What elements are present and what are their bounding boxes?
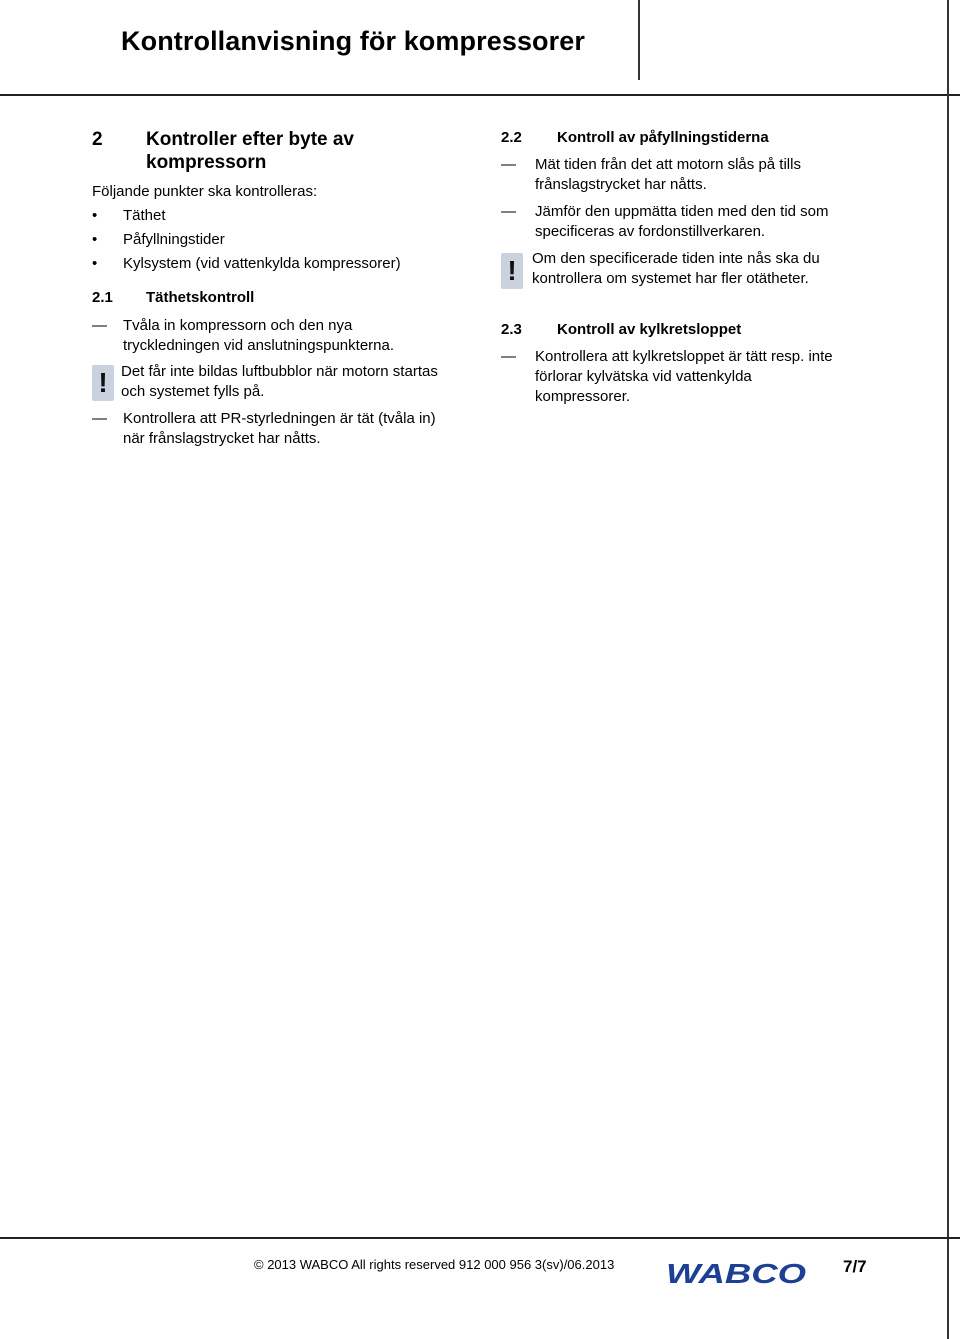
footer-divider [0,1237,960,1239]
intro-text: Följande punkter ska kontrolleras: [92,183,318,200]
page-number: 7/7 [843,1257,867,1276]
bullet-marker: • [92,255,98,272]
dash-marker: — [92,410,107,427]
warning-text-line: Det får inte bildas luftbubblor när motorn startas [121,363,438,380]
bullet-marker: • [92,207,98,224]
warning-text-line: kontrollera om systemet har fler otätheter. [532,270,809,287]
step-text-line: frånslagstrycket har nåtts. [535,176,707,193]
section-title: Kontroll av kylkretsloppet [557,321,742,338]
section-number: 2.1 [92,289,113,306]
wabco-logo [666,1261,808,1287]
step-text-line: Jämför den uppmätta tiden med den tid som [535,203,829,220]
section-title: Kontroll av påfyllningstiderna [557,129,769,146]
warning-icon: ! [92,365,114,401]
step-text-line: Kontrollera att PR-styrledningen är tät (tvåla in) [123,410,436,427]
step-text-line: tryckledningen vid anslutningspunkterna. [123,337,395,354]
section-title-line: kompressorn [146,152,267,173]
warning-note [532,249,820,289]
section-2-3-heading [501,320,742,340]
warning-text-line: Om den specificerade tiden inte nås ska du [532,250,820,267]
section-number: 2 [92,129,103,150]
logo-text: WABCO [666,1261,807,1287]
page-title: Kontrollanvisning för kompressorer [121,26,585,56]
list-item-text: Påfyllningstider [123,231,225,248]
dash-marker: — [92,317,107,334]
step-text-line: specificeras av fordonstillverkaren. [535,223,766,240]
section-title-line: Kontroller efter byte av [146,129,354,150]
warning-text-line: och systemet fylls på. [121,383,265,400]
step-text-line: Kontrollera att kylkretsloppet är tätt resp. inte [535,348,833,365]
dash-marker: — [501,156,516,173]
dash-marker: — [501,348,516,365]
step-text-line: Mät tiden från det att motorn slås på tills [535,156,801,173]
section-2-1-heading [92,288,255,308]
step-text-line: Tvåla in kompressorn och den nya [123,317,353,334]
header-divider-vertical [638,0,640,80]
step-text-line: förlorar kylvätska vid vattenkylda [535,368,752,385]
list-item-text: Kylsystem (vid vattenkylda kompressorer) [123,255,401,272]
warning-icon: ! [501,253,523,289]
step-text-line: kompressorer. [535,388,631,405]
section-number: 2.3 [501,321,522,338]
step-text-line: när frånslagstrycket har nåtts. [123,430,321,447]
section-title: Täthetskontroll [146,289,255,306]
section-2-heading [92,128,452,174]
copyright-text: © 2013 WABCO All rights reserved 912 000 956 3(sv)/06.2013 [254,1257,615,1272]
section-2-2-heading [501,128,769,148]
right-margin-line [947,0,949,1339]
section-number: 2.2 [501,129,522,146]
warning-note [121,362,438,402]
header-divider [0,94,960,96]
dash-marker: — [501,203,516,220]
bullet-marker: • [92,231,98,248]
list-item-text: Täthet [123,207,166,224]
